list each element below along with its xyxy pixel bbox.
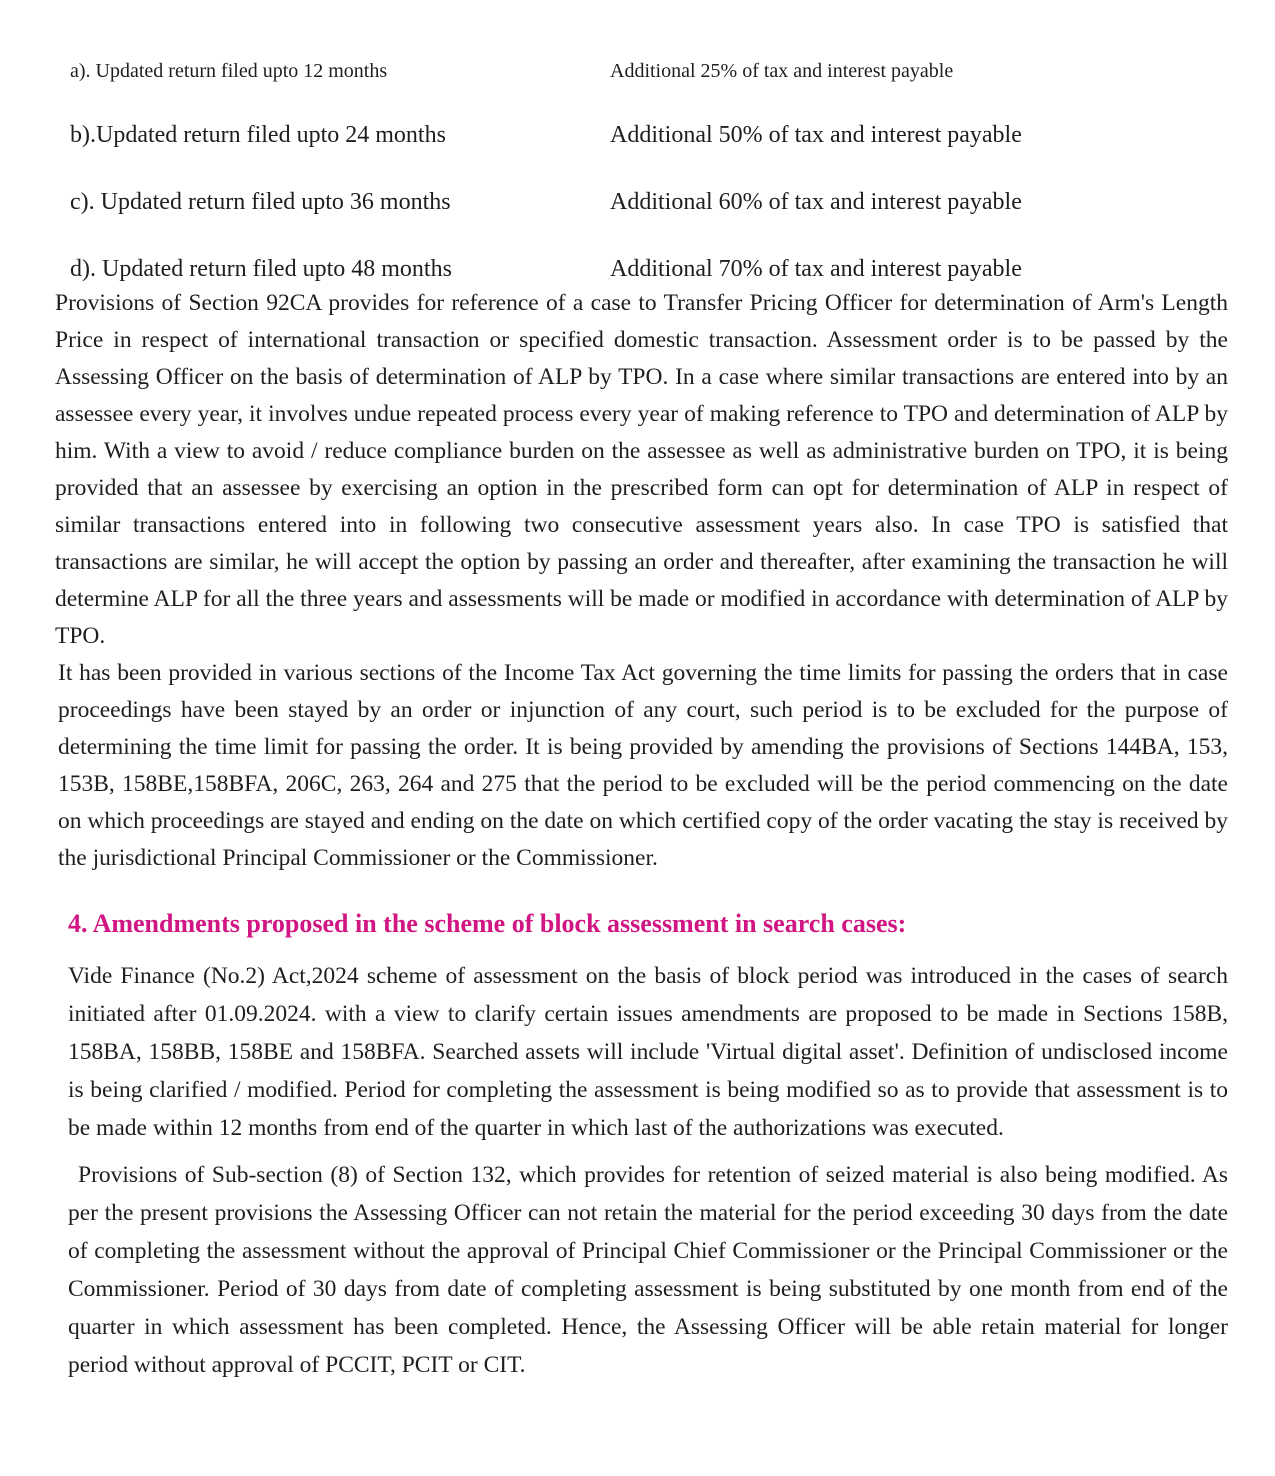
list-item: [70, 254, 1228, 285]
list-item-value: Additional 70% of tax and interest payable: [610, 256, 1022, 282]
paragraph-section-92ca: Provisions of Section 92CA provides for reference of a case to Transfer Pricing Officer for determination of Arm's Length Price in respect of international transaction or specified domestic transaction. Assessment order is to be passed by the Assessing Officer on the basis of determination of ALP by TPO. In a case where similar transactions are entered into by an assessee every year, it involves undue repeated process every year of making reference to TPO and determination of ALP by him. With a view to avoid / reduce compliance burden on the assessee as well as administrative burden on TPO, it is being provided that an assessee by exercising an option in the prescribed form can opt for determination of ALP in respect of similar transactions entered into in following two consecutive assessment years also. In case TPO is satisfied that transactions are similar, he will accept the option by passing an order and thereafter, after examining the transaction he will determine ALP for all the three years and assessments will be made or modified in accordance with determination of ALP by TPO.: [55, 290, 1228, 649]
updated-return-penalty-list: [70, 58, 1228, 285]
paragraph-section-132-retention: Provisions of Sub-section (8) of Section 132, which provides for retention of seized material is also being modified. As per the present provisions the Assessing Officer can not retain the material for the period exceeding 30 days from the date of completing the assessment without the approval of Principal Chief Commissioner or the Principal Commissioner or the Commissioner. Period of 30 days from date of completing assessment is being substituted by one month from end of the quarter in which assessment has been completed. Hence, the Assessing Officer will be able retain material for longer period without approval of PCCIT, PCIT or CIT.: [68, 1162, 1228, 1378]
list-item: [70, 120, 1228, 151]
list-item-value: Additional 50% of tax and interest payable: [610, 122, 1022, 148]
list-item-value: Additional 25% of tax and interest payable: [610, 60, 954, 82]
list-item-label: d). Updated return filed upto 48 months: [70, 256, 452, 282]
paragraph-block-assessment: Vide Finance (No.2) Act,2024 scheme of assessment on the basis of block period was introduced in the cases of search initiated after 01.09.2024. with a view to clarify certain issues amendments are proposed to be made in Sections 158B, 158BA, 158BB, 158BE and 158BFA. Searched assets will include 'Virtual digital asset'. Definition of undisclosed income is being clarified / modified. Period for completing the assessment is being modified so as to provide that assessment is to be made within 12 months from end of the quarter in which last of the authorizations was executed.: [68, 963, 1228, 1141]
list-item: [70, 58, 1228, 84]
section-4-heading: 4. Amendments proposed in the scheme of block assessment in search cases:: [68, 909, 907, 938]
list-item: [70, 187, 1228, 218]
list-item-label: b).Updated return filed upto 24 months: [70, 122, 446, 148]
list-item-label: c). Updated return filed upto 36 months: [70, 189, 451, 215]
paragraph-stay-exclusion: It has been provided in various sections of the Income Tax Act governing the time limits for passing the orders that in case proceedings have been stayed by an order or injunction of any court, such period is to be excluded for the purpose of determining the time limit for passing the order. It is being provided by amending the provisions of Sections 144BA, 153, 153B, 158BE,158BFA, 206C, 263, 264 and 275 that the period to be excluded will be the period commencing on the date on which proceedings are stayed and ending on the date on which certified copy of the order vacating the stay is received by the jurisdictional Principal Commissioner or the Commissioner.: [58, 660, 1228, 871]
list-item-value: Additional 60% of tax and interest payable: [610, 189, 1022, 215]
list-item-label: a). Updated return filed upto 12 months: [70, 60, 388, 82]
